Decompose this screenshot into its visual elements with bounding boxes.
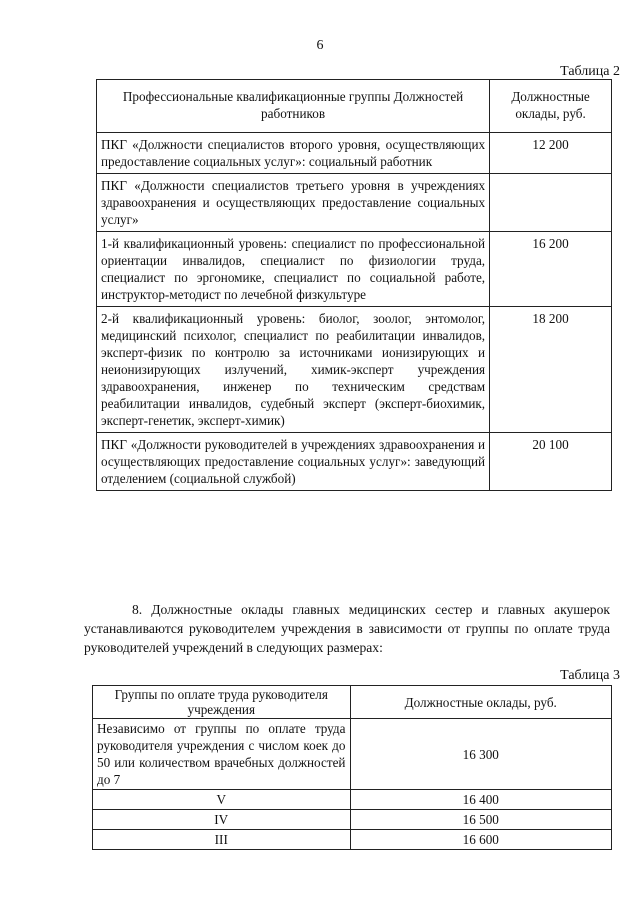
column-header-salary: Должностные оклады, руб. <box>350 686 612 719</box>
salary-table-2 <box>96 79 612 491</box>
table-header-row <box>93 686 612 719</box>
column-header-groups: Группы по оплате труда руководителя учреждения <box>93 686 351 719</box>
column-header-salary: Должностные оклады, руб. <box>490 80 612 133</box>
table-row <box>97 232 612 307</box>
salary-table-3 <box>92 685 612 850</box>
salary-value: 16 200 <box>490 232 612 307</box>
table-row <box>97 433 612 491</box>
group-cell: Независимо от группы по оплате труда руководителя учреждения с числом коек до 50 или количеством врачебных должностей до 7 <box>93 719 351 790</box>
table-3-caption: Таблица 3 <box>560 668 620 683</box>
group-cell: IV <box>93 810 351 830</box>
table-row <box>93 719 612 790</box>
salary-value: 16 400 <box>350 790 612 810</box>
table-row <box>93 810 612 830</box>
table-row <box>97 174 612 232</box>
salary-value: 16 500 <box>350 810 612 830</box>
salary-value: 18 200 <box>490 307 612 433</box>
paragraph-8: 8. Должностные оклады главных медицинских сестер и главных акушерок устанавливаются руководителем учреждения в зависимости от группы по оплате труда руководителей учреждений в следующих размерах: <box>84 602 610 655</box>
page-number: 6 <box>316 38 324 53</box>
position-description: ПКГ «Должности специалистов третьего уровня в учреждениях здравоохранения и осуществляющих предоставление социальных услуг» <box>97 174 490 232</box>
salary-value: 12 200 <box>490 133 612 174</box>
salary-value: 16 300 <box>350 719 612 790</box>
group-cell: V <box>93 790 351 810</box>
position-description: 2-й квалификационный уровень: биолог, зоолог, энтомолог, медицинский психолог, специалист по реабилитации инвалидов, эксперт-физик по контролю за источниками ионизирующих и неионизирующих излучений, химик-эксперт учреждения здравоохранения, инженер по техническим средствам реабилитации инвалидов, судебный эксперт (эксперт-биохимик, эксперт-генетик, эксперт-химик) <box>97 307 490 433</box>
position-description: 1-й квалификационный уровень: специалист по профессиональной ориентации инвалидов, специалист по физиологии труда, специалист по эргономике, специалист по социальной работе, инструктор-методист по лечебной физкультуре <box>97 232 490 307</box>
column-header-groups: Профессиональные квалификационные группы Должностей работников <box>97 80 490 133</box>
table-row <box>97 133 612 174</box>
table-header-row <box>97 80 612 133</box>
group-cell: III <box>93 830 351 850</box>
position-description: ПКГ «Должности руководителей в учреждениях здравоохранения и осуществляющих предоставление социальных услуг»: заведующий отделением (социальной службой) <box>97 433 490 491</box>
salary-value <box>490 174 612 232</box>
salary-value: 16 600 <box>350 830 612 850</box>
table-row <box>93 790 612 810</box>
table-2-caption: Таблица 2 <box>560 64 620 79</box>
table-row <box>97 307 612 433</box>
salary-value: 20 100 <box>490 433 612 491</box>
position-description: ПКГ «Должности специалистов второго уровня, осуществляющих предоставление социальных услуг»: социальный работник <box>97 133 490 174</box>
table-row <box>93 830 612 850</box>
